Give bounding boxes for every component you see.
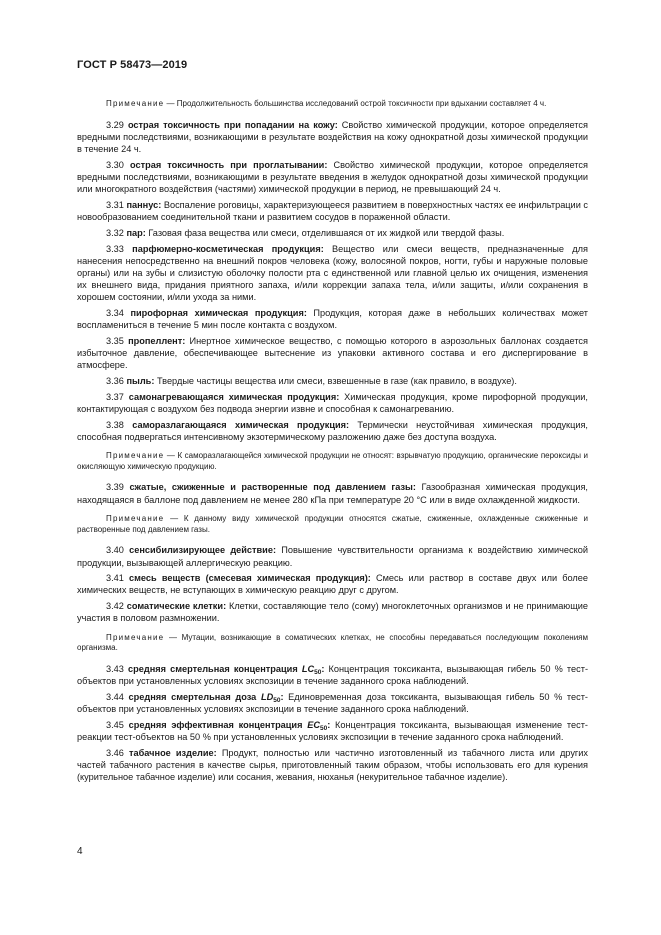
term-number: 3.38 [106, 419, 124, 430]
term-separator: : [324, 159, 328, 170]
term-symbol-subscript: 50 [314, 669, 322, 677]
term-separator: : [272, 545, 276, 556]
term-number: 3.32 [106, 227, 124, 238]
term-text: Твердые частицы вещества или смеси, взвешенные в газе (как правило, в воздухе). [154, 375, 517, 386]
term-symbol-subscript: 50 [273, 697, 281, 705]
term-name: пропеллент [128, 335, 183, 346]
note-label: Примечание [106, 99, 165, 108]
note-label: Примечание [106, 450, 165, 460]
term-number: 3.30 [106, 159, 124, 170]
term-text: Смесь или раствор в составе двух или более химических веществ, не вступающих в химическую реакцию друг с другом. [77, 573, 588, 596]
term-text: Газообразная химическая продукция, находящаяся в баллоне под давлением не менее 280 кПа при температуре 20 °С или в виде охлажденной жидкости. [77, 482, 588, 505]
term-definition [77, 663, 588, 687]
term-name: острая токсичность при попадании на кожу [127, 119, 335, 130]
term-name: средняя смертельная доза [128, 692, 257, 703]
term-text: Единовременная доза токсиканта, вызывающая гибель 50 % тест-объектов при установленных условиях экспозиции в течение заданного срока наблюдений. [77, 692, 588, 715]
term-text: Термически неустойчивая химическая продукция, способная подвергаться интенсивному экзотермическому разложению даже без доступа воздуха. [77, 419, 588, 442]
note-text: — К данному виду химической продукции относятся сжатые, сжиженные, охлажденные сжиженные и растворенные под давлением газы. [77, 513, 588, 534]
term-name: сенсибилизирующее действие [129, 545, 273, 556]
term-text: Вещество или смеси веществ, предназначенные для нанесения непосредственно на внешний покров человека (кожу, волосяной покров, ногти, губы и наружные половые органы) или на зубы и слизистую оболочку полости рта с единственной или главной целью их очищения, изменения их внешнего вида, придания приятного запаха, и/или коррекции запаха тела, и/или защиты, и/или сохранения в хорошем состоянии, и/или ухода за ними. [77, 243, 588, 303]
term-definition [77, 227, 588, 239]
term-separator: : [346, 419, 350, 430]
term-number: 3.36 [106, 375, 124, 386]
term-definition [77, 199, 588, 223]
note-label: Примечание [106, 513, 165, 523]
term-text: Инертное химическое вещество, с помощью которого в аэрозольных баллонах создается избыточное давление, обеспечивающее вытеснение из упаковки активного состава и его диспергирование в атмосфере. [77, 335, 588, 371]
term-symbol: LC [301, 664, 315, 675]
term-definition [77, 159, 588, 195]
term-name: парфюмерно-косметическая продукция [132, 243, 321, 254]
term-symbol-subscript: 50 [319, 724, 328, 732]
term-separator: : [327, 719, 331, 730]
term-definition [77, 391, 588, 415]
term-name: паннус [126, 199, 159, 210]
term-number: 3.39 [106, 482, 124, 493]
note-paragraph [77, 451, 588, 473]
term-text: Свойство химической продукции, которое определяется вредными последствиями, возникающими в результате введения в желудок однократной дозы химической продукции или многократного воздействия (частями) химической продукции в период, не превышающий 24 ч. [77, 159, 588, 195]
note-text: — К саморазлагающейся химической продукции не относят: взрывчатую продукцию, органические пероксиды и окисляющую химическую продукцию. [77, 450, 588, 471]
term-definition [77, 419, 588, 443]
term-text: Химическая продукция, кроме пирофорной продукции, контактирующая с воздухом без подвода энергии извне и способная к самонагреванию. [77, 391, 588, 414]
term-definition [77, 572, 588, 596]
term-separator: : [142, 227, 146, 238]
term-separator: : [223, 601, 227, 612]
term-definition [77, 747, 588, 783]
term-name: пирофорная химическая продукция [130, 307, 304, 318]
term-definition [77, 719, 588, 743]
term-number: 3.44 [106, 692, 124, 703]
term-definition [77, 335, 588, 371]
term-definition [77, 481, 588, 505]
term-text: Концентрация токсиканта, вызывающая изменение тест-реакции тест-объектов на 50 % при установленных условиях экспозиции в течение заданного срока наблюдений. [77, 719, 588, 743]
term-number: 3.46 [106, 747, 124, 758]
term-number: 3.40 [106, 545, 124, 556]
term-number: 3.37 [106, 391, 124, 402]
term-text: Продукт, полностью или частично изготовленный из табачного листа или других частей табачного растения в качестве сырья, приготовленный таким образом, чтобы использовать его для курения (курительное табачное изделие) или сосания, жевания, нюханья (некурительное табачное изделие). [77, 747, 588, 783]
document-body [77, 91, 588, 787]
term-name: соматические клетки [126, 601, 224, 612]
term-definition [77, 307, 588, 331]
note-text: — Продолжительность большинства исследований острой токсичности при вдыхании составляет 4 ч. [164, 99, 547, 108]
term-number: 3.31 [106, 199, 124, 210]
document-header: ГОСТ Р 58473—2019 [77, 59, 188, 71]
note-label: Примечание [106, 632, 165, 642]
term-definition [77, 544, 588, 568]
term-separator: : [280, 692, 284, 703]
term-separator: : [182, 335, 186, 346]
term-number: 3.35 [106, 335, 124, 346]
term-symbol: LD [260, 692, 274, 703]
term-separator: : [336, 391, 340, 402]
term-separator: : [158, 199, 162, 210]
note-text: — Мутации, возникающие в соматических клетках, не способны передаваться последующим поколениям организма. [77, 632, 588, 653]
term-number: 3.33 [106, 243, 124, 254]
term-definition [77, 243, 588, 304]
term-definition [77, 600, 588, 624]
term-text: Свойство химической продукции, которое определяется вредными последствиями, возникающими в результате воздействия на кожу однократной дозы химической продукции в течение 24 ч. [77, 119, 588, 155]
term-text: Повышение чувствительности организма к воздействию химической продукции, вызывающей аллергическую реакцию. [77, 545, 588, 568]
term-name: табачное изделие [129, 747, 214, 758]
term-name: самонагревающаяся химическая продукция [128, 391, 337, 402]
term-separator: : [334, 119, 338, 130]
term-name: средняя смертельная концентрация [128, 664, 298, 675]
term-name: средняя эффективная концентрация [128, 719, 303, 730]
term-number: 3.41 [106, 573, 124, 584]
term-text: Газовая фаза вещества или смеси, отделившаяся от их жидкой или твердой фазы. [145, 227, 505, 238]
term-number: 3.34 [106, 307, 124, 318]
term-number: 3.45 [106, 719, 124, 730]
term-definition [77, 119, 588, 155]
term-number: 3.29 [106, 119, 124, 130]
term-separator: : [213, 747, 217, 758]
term-text: Продукция, которая даже в небольших количествах может воспламениться в течение 5 мин после контакта с воздухом. [77, 307, 588, 331]
term-number: 3.42 [106, 601, 124, 612]
term-name: саморазлагающаяся химическая продукция [132, 419, 347, 430]
term-separator: : [320, 243, 324, 254]
term-name: смесь веществ (смесевая химическая продукция) [129, 573, 368, 584]
term-name: пыль [126, 375, 152, 386]
term-text: Концентрация токсиканта, вызывающая гибель 50 % тест-объектов при установленных условиях экспозиции в течение заданного срока наблюдений. [77, 664, 588, 687]
page-number: 4 [77, 846, 83, 857]
term-name: сжатые, сжиженные и растворенные под давлением газы [129, 482, 413, 493]
term-name: пар [126, 227, 143, 238]
term-text: Клетки, составляющие тело (сому) многоклеточных организмов и не принимающие участия в половом размножении. [77, 601, 588, 624]
term-separator: : [321, 664, 325, 675]
term-symbol: EC [307, 719, 320, 730]
term-number: 3.43 [106, 664, 124, 675]
term-definition [77, 691, 588, 715]
term-separator: : [412, 482, 416, 493]
term-name: острая токсичность при проглатывании [130, 159, 325, 170]
note-paragraph [77, 514, 588, 536]
term-definition [77, 375, 588, 387]
term-separator: : [367, 573, 371, 584]
term-separator: : [151, 375, 155, 386]
note-paragraph [77, 633, 588, 655]
note-paragraph [77, 99, 588, 110]
term-separator: : [303, 307, 307, 318]
term-text: Воспаление роговицы, характеризующееся развитием в поверхностных частях ее инфильтрации с новообразованием соединительной ткани и развитием сосудов в пораженной области. [77, 199, 588, 223]
